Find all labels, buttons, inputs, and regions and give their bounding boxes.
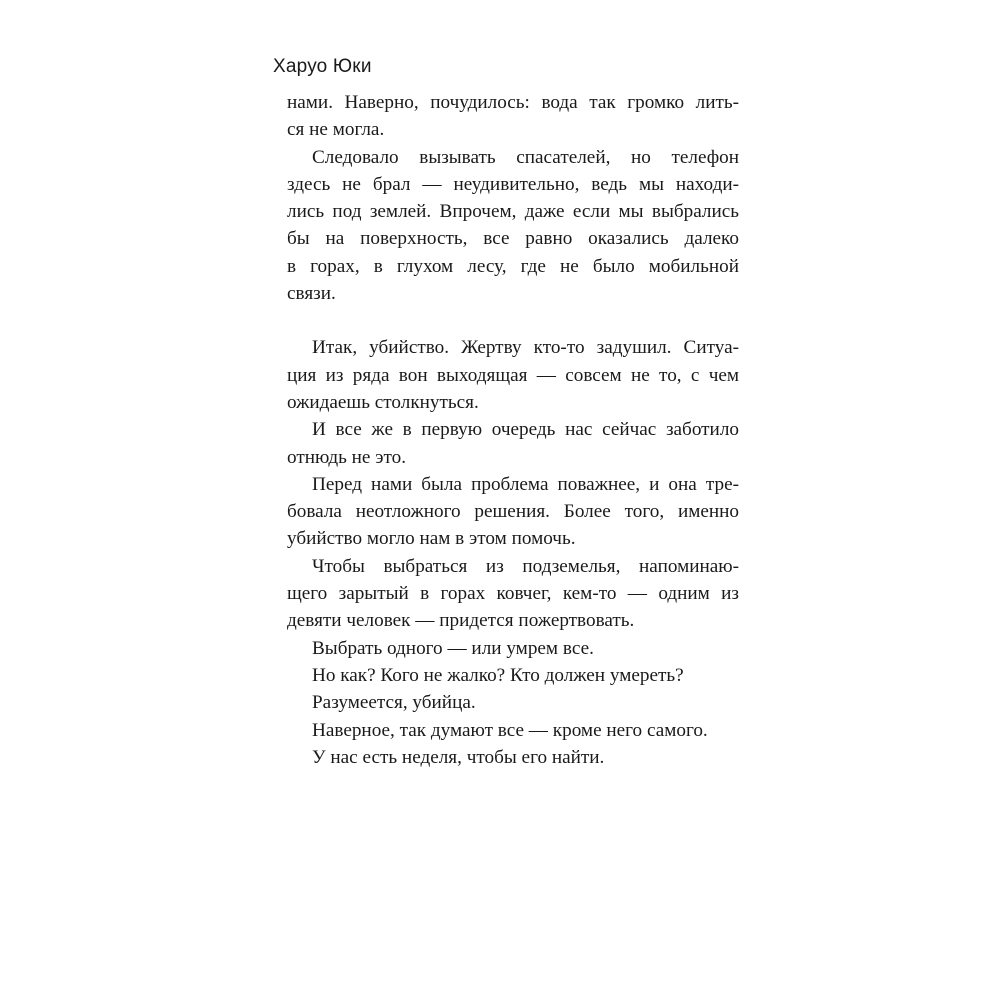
text-line: связи. (287, 283, 336, 305)
text-line: в горах, в глухом лесу, где не было мобильной (287, 255, 739, 277)
text-line: щего зарытый в горах ковчег, кем-то — одним из (287, 583, 739, 605)
text-line: бы на поверхность, все равно оказались далеко (287, 228, 739, 250)
text-line: лись под землей. Впрочем, даже если мы выбрались (287, 201, 739, 223)
text-line: ция из ряда вон выходящая — совсем не то, с чем (287, 364, 739, 386)
text-line: отнюдь не это. (287, 446, 407, 468)
page-body-text (287, 89, 739, 771)
section-break (287, 307, 739, 334)
text-line: ожидаешь столкнуться. (287, 391, 479, 413)
text-line: Наверное, так думают все — кроме него самого. (312, 719, 708, 741)
text-line: нами. Наверно, почудилось: вода так громко лить- (287, 92, 739, 113)
running-header-author: Харуо Юки (273, 56, 372, 77)
text-line: И все же в первую очередь нас сейчас заботило (312, 419, 739, 441)
text-line: бовала неотложного решения. Более того, именно (287, 501, 739, 523)
text-line: Выбрать одного — или умрем все. (312, 637, 594, 659)
text-line: Разумеется, убийца. (312, 692, 476, 714)
text-line: Следовало вызывать спасателей, но телефон (312, 146, 739, 168)
text-line: Чтобы выбраться из подземелья, напоминаю- (312, 555, 739, 577)
text-line: убийство могло нам в этом помочь. (287, 528, 576, 550)
text-line: здесь не брал — неудивительно, ведь мы находи- (287, 173, 739, 195)
text-line: Итак, убийство. Жертву кто-то задушил. Ситуа- (312, 337, 739, 359)
text-line: Перед нами была проблема поважнее, и она тре- (312, 473, 739, 495)
text-line: ся не могла. (287, 119, 385, 141)
text-line: У нас есть неделя, чтобы его найти. (312, 746, 605, 768)
text-line: Но как? Кого не жалко? Кто должен умереть? (312, 664, 684, 686)
text-line: девяти человек — придется пожертвовать. (287, 610, 635, 632)
